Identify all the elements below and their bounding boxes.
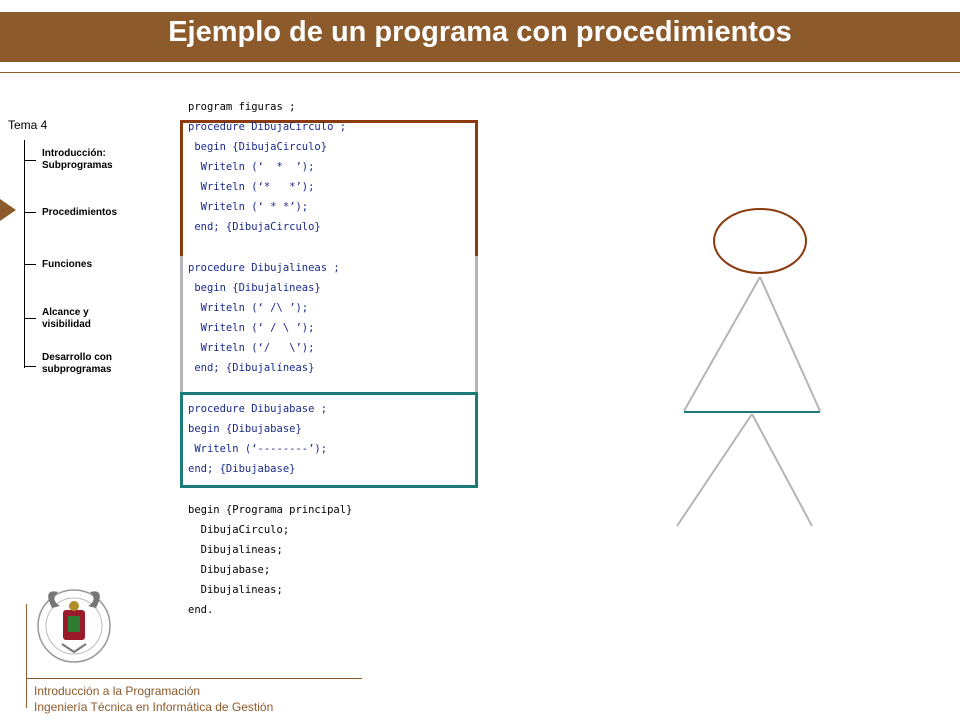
code-line: procedure Dibujabase ; [188, 403, 328, 415]
circle-shape [714, 209, 806, 273]
code-line: DibujaCirculo; [188, 524, 290, 536]
code-line: Writeln (‘--------’); [188, 443, 328, 455]
code-line: Writeln (‘ /\ ’); [188, 302, 309, 314]
title-underline [0, 72, 960, 73]
code-line: end; {Dibujalíneas} [188, 362, 315, 374]
code-line: procedure DibujaCirculo ; [188, 121, 347, 133]
code-line: Writeln (‘* *’); [188, 181, 315, 193]
code-line: end. [188, 604, 214, 616]
footer-horizontal-rule [26, 678, 362, 679]
code-line: program figuras ; [188, 101, 296, 113]
nav-tick [24, 264, 36, 265]
nav-item-funciones[interactable]: Funciones [42, 259, 93, 270]
code-line: Writeln (‘/ \’); [188, 342, 315, 354]
degree-name: Ingeniería Técnica en Informática de Gestión [34, 700, 274, 714]
code-line: begin {DibujaCirculo} [188, 141, 328, 153]
code-line: begin {Dibujabase} [188, 423, 302, 435]
nav-item-introduccion[interactable]: Introducción: Subprogramas [42, 148, 113, 171]
slide-title: Ejemplo de un programa con procedimientos [168, 16, 792, 48]
code-line: Writeln (‘ * ’); [188, 161, 315, 173]
nav-tick [24, 318, 36, 319]
lower-left-line [677, 414, 752, 526]
topic-label: Tema 4 [8, 118, 48, 132]
nav-item-alcance[interactable]: Alcance y visibilidad [42, 307, 91, 330]
nav-item-desarrollo[interactable]: Desarrollo con subprogramas [42, 352, 113, 375]
lower-right-line [752, 414, 812, 526]
upper-right-line [760, 277, 820, 411]
code-line: Dibujalineas; [188, 584, 283, 596]
nav-item-procedimientos[interactable]: Procedimientos [42, 207, 118, 218]
code-line: Dibujabase; [188, 564, 271, 576]
code-line: end; {DibujaCirculo} [188, 221, 321, 233]
current-section-arrow-icon [0, 199, 16, 221]
course-name: Introducción a la Programación [34, 684, 201, 698]
footer-vertical-rule [26, 604, 27, 708]
university-seal-icon [36, 578, 112, 674]
code-line: Writeln (‘ / \ ’); [188, 322, 315, 334]
code-line: Dibujalineas; [188, 544, 283, 556]
nav-tick [24, 212, 36, 213]
upper-left-line [684, 277, 760, 411]
nav-tick [24, 366, 36, 367]
nav-tick [24, 160, 36, 161]
nav-tree-line [24, 140, 25, 368]
code-line: end; {Dibujabase} [188, 463, 296, 475]
code-line: begin {Dibujalineas} [188, 282, 321, 294]
code-line: Writeln (‘ * *’); [188, 201, 309, 213]
code-line: begin {Programa principal} [188, 504, 353, 516]
code-line: procedure Dibujalineas ; [188, 262, 340, 274]
